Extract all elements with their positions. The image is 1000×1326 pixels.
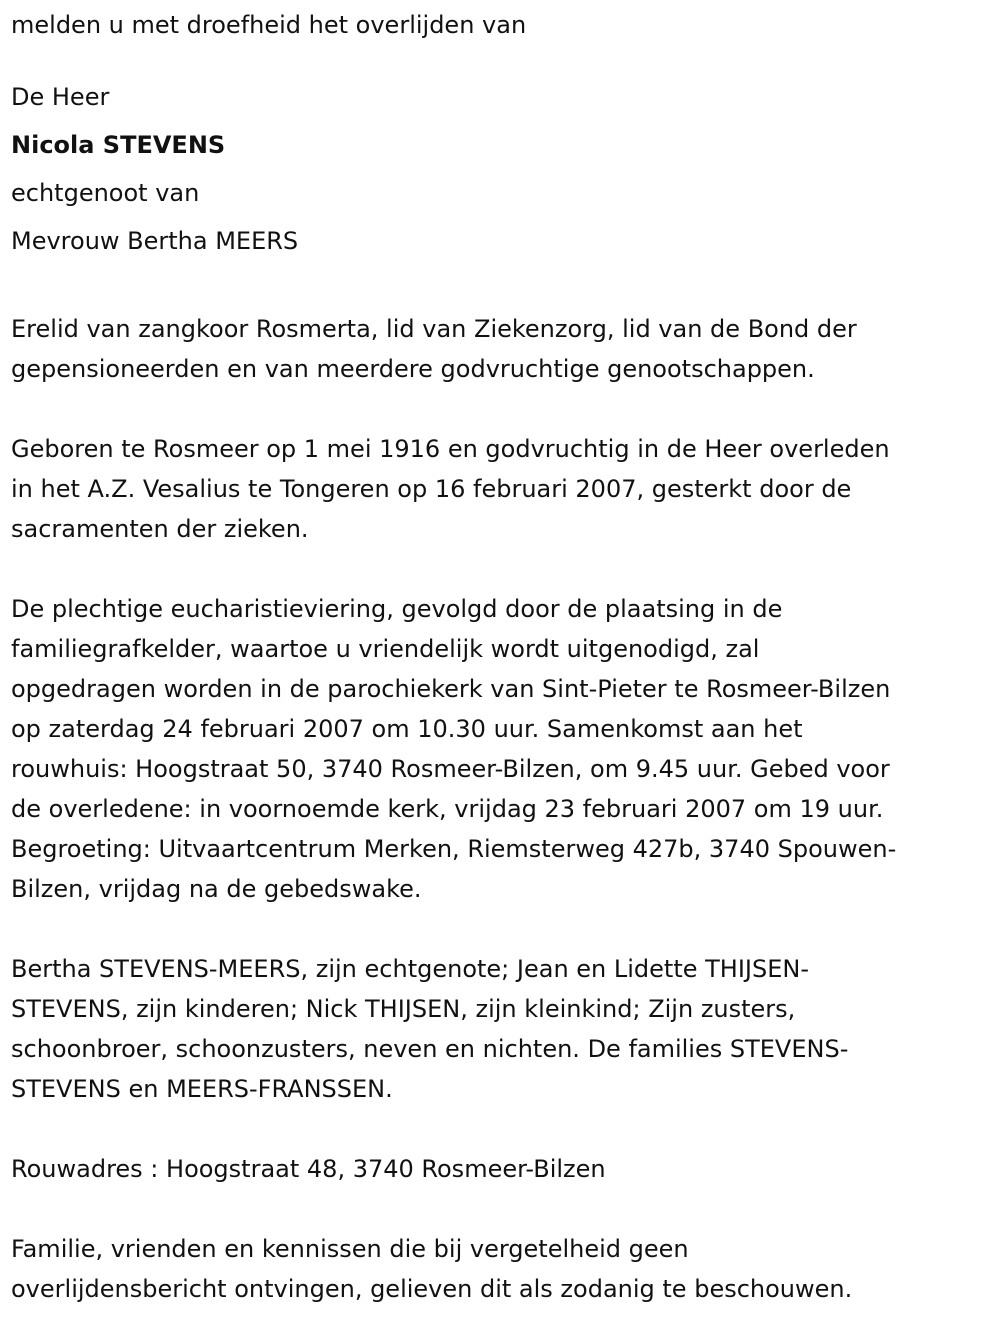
mourning-address: Rouwadres : Hoogstraat 48, 3740 Rosmeer-Bilzen (11, 1155, 606, 1183)
family-paragraph (11, 949, 996, 1109)
birth-death-line: Geboren te Rosmeer op 1 mei 1916 en godvruchtig in de Heer overleden (11, 435, 890, 463)
spacer (11, 549, 996, 589)
ceremony-line: Begroeting: Uitvaartcentrum Merken, Riemsterweg 427b, 3740 Spouwen- (11, 835, 897, 863)
family-line: schoonbroer, schoonzusters, neven en nichten. De families STEVENS- (11, 1035, 849, 1063)
ceremony-line: Bilzen, vrijdag na de gebedswake. (11, 875, 422, 903)
memberships-line: Erelid van zangkoor Rosmerta, lid van Ziekenzorg, lid van de Bond der (11, 315, 857, 343)
memberships-paragraph (11, 309, 996, 389)
birth-death-line: in het A.Z. Vesalius te Tongeren op 16 februari 2007, gesterkt door de (11, 475, 852, 503)
intro-line: melden u met droefheid het overlijden van (11, 11, 527, 39)
spouse-label: echtgenoot van (11, 179, 200, 207)
closing-line: Familie, vrienden en kennissen die bij vergetelheid geen (11, 1235, 689, 1263)
closing-paragraph (11, 1229, 996, 1309)
spouse-name: Mevrouw Bertha MEERS (11, 227, 299, 255)
family-line: STEVENS en MEERS-FRANSSEN. (11, 1075, 393, 1103)
title-line: De Heer (11, 83, 110, 111)
birth-death-paragraph (11, 429, 996, 549)
ceremony-line: rouwhuis: Hoogstraat 50, 3740 Rosmeer-Bilzen, om 9.45 uur. Gebed voor (11, 755, 890, 783)
ceremony-line: De plechtige eucharistieviering, gevolgd door de plaatsing in de (11, 595, 783, 623)
ceremony-line: op zaterdag 24 februari 2007 om 10.30 uur. Samenkomst aan het (11, 715, 803, 743)
ceremony-line: de overledene: in voornoemde kerk, vrijdag 23 februari 2007 om 19 uur. (11, 795, 884, 823)
death-notice (11, 0, 996, 1309)
family-line: Bertha STEVENS-MEERS, zijn echtgenote; Jean en Lidette THIJSEN- (11, 955, 810, 983)
memberships-line: gepensioneerden en van meerdere godvruchtige genootschappen. (11, 355, 815, 383)
ceremony-line: opgedragen worden in de parochiekerk van Sint-Pieter te Rosmeer-Bilzen (11, 675, 891, 703)
spacer (11, 261, 996, 309)
spacer (11, 1189, 996, 1229)
ceremony-line: familiegrafkelder, waartoe u vriendelijk wordt uitgenodigd, zal (11, 635, 760, 663)
ceremony-paragraph (11, 589, 996, 909)
spacer (11, 1109, 996, 1149)
deceased-name: Nicola STEVENS (11, 131, 226, 159)
family-line: STEVENS, zijn kinderen; Nick THIJSEN, zijn kleinkind; Zijn zusters, (11, 995, 796, 1023)
spacer (11, 389, 996, 429)
spacer (11, 909, 996, 949)
birth-death-line: sacramenten der zieken. (11, 515, 309, 543)
closing-line: overlijdensbericht ontvingen, gelieven dit als zodanig te beschouwen. (11, 1275, 853, 1303)
